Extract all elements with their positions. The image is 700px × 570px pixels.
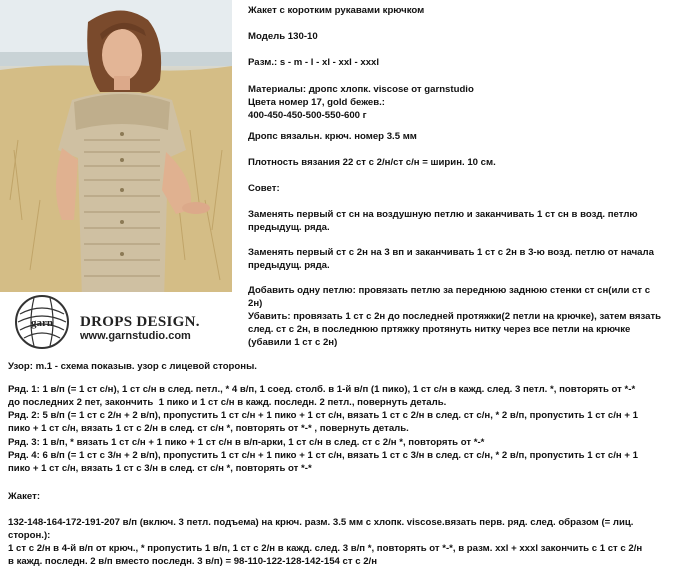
materials-line-1: Материалы: дропс хлопк. viscose от garnstudio (248, 84, 474, 95)
advice-p4-line-3: (убавили 1 ст с 2н) (248, 337, 338, 348)
document-title: Жакет с коротким рукавами крючком (248, 5, 425, 16)
garn-studio-logo-icon (12, 292, 72, 352)
jacket-p1-line-4: в кажд. последн. 2 в/п вместо последн. 3 в/п) = 98-110-122-128-142-154 ст с 2/н (8, 556, 378, 567)
pattern-row-4-line-2: пико + 1 ст с/н, вязать 1 ст с 3/н в след. ст с/н *, повторять от *-* (8, 463, 312, 474)
materials-line-2: Цвета номер 17, gold бежев.: (248, 97, 385, 108)
jacket-p1-line-2: сторон.): (8, 530, 51, 541)
brand-url: www.garnstudio.com (80, 330, 191, 342)
model-number: Модель 130-10 (248, 31, 318, 42)
pattern-intro: Узор: m.1 - схема показыв. узор с лицевой стороны. (8, 361, 257, 372)
advice-p4-line-2: след. ст с 2н, в последнюю пртяжку протянуть нитку через все петли на крючке (248, 324, 631, 335)
brand-name: DROPS DESIGN. (80, 314, 200, 330)
advice-p1-line-2: предыдущ. ряда. (248, 222, 330, 233)
sizes-line: Разм.: s - m - l - xl - xxl - xxxl (248, 57, 380, 68)
advice-p2-line-1: Заменять первый ст с 2н на 3 вп и заканчивать 1 ст с 2н в 3-ю возд. петлю от начала (248, 247, 654, 258)
pattern-row-2-line-2: пико + 1 ст с/н, вязать 1 ст с 2/н в след. ст с/н *, повторять от *-* , повернуть деталь. (8, 423, 409, 434)
jacket-p1-line-1: 132-148-164-172-191-207 в/п (включ. 3 петл. подъема) на крюч. разм. 3.5 мм с хлопк. viscose.вязать перв. ряд. след. образом (= лиц. (8, 517, 634, 528)
gauge-line: Плотность вязания 22 ст с 2/н/ст с/н = ширин. 10 см. (248, 157, 496, 168)
advice-heading: Совет: (248, 183, 280, 194)
pattern-row-2-line-1: Ряд. 2: 5 в/п (= 1 ст с 2/н + 2 в/п), пропустить 1 ст с/н + 1 пико + 1 ст с/н, вязать 1 ст с 2/н в след. ст с/н, * 2 в/п, пропустить 1 ст с/н + 1 (8, 410, 638, 421)
jacket-heading: Жакет: (8, 491, 41, 502)
hook-size: Дропс вязальн. крюч. номер 3.5 мм (248, 131, 417, 142)
advice-p4-line-1: Убавить: провязать 1 ст с 2н до последней протяжки(2 петли на крючке), затем вязать (248, 311, 662, 322)
pattern-row-1-line-2: до последних 2 пет, закончить 1 пико и 1 ст с/н в кажд. последн. 2 петл., повернуть деталь. (8, 397, 447, 408)
materials-line-3: 400-450-450-500-550-600 г (248, 110, 367, 121)
jacket-p1-line-3: 1 ст с 2/н в 4-й в/п от крюч., * пропустить 1 в/п, 1 ст с 2/н в кажд. след. 3 в/п *, повторять от *-*, в разм. xxl + xxxl закончить с 1 ст с 2/н (8, 543, 643, 554)
advice-p3-line-2: 2н) (248, 298, 263, 309)
pattern-row-3: Ряд. 3: 1 в/п, * вязать 1 ст с/н + 1 пико + 1 ст с/н в в/п-арки, 1 ст с/н в след. ст с 2/н *, повторять от *-* (8, 437, 485, 448)
logo-text: garn (31, 317, 53, 329)
pattern-row-4-line-1: Ряд. 4: 6 в/п (= 1 ст с 3/н + 2 в/п), пропустить 1 ст с/н + 1 пико + 1 ст с/н, вязать 1 ст с 3/н в след. ст с/н, * 2 в/п, пропустить 1 ст с/н + 1 (8, 450, 638, 461)
pattern-row-1-line-1: Ряд. 1: 1 в/п (= 1 ст с/н), 1 ст с/н в след. петл., * 4 в/п, 1 соед. столб. в 1-й в/п (1 пико), 1 ст с/н в кажд. след. 3 петл. *, повторять от *-* (8, 384, 636, 395)
advice-p1-line-1: Заменять первый ст сн на воздушную петлю и заканчивать 1 ст сн в возд. петлю (248, 209, 638, 220)
advice-p2-line-2: предыдущ. ряда. (248, 260, 330, 271)
advice-p3-line-1: Добавить одну петлю: провязать петлю за переднюю заднюю стенки ст сн(или ст с (248, 285, 651, 296)
